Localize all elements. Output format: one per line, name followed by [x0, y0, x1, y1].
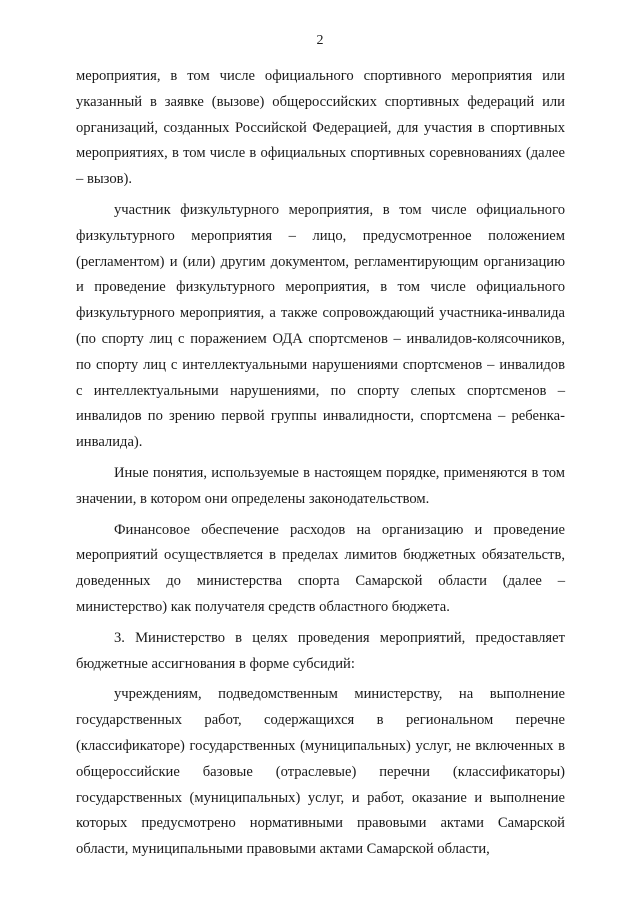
paragraph-call-definition: мероприятия, в том числе официального спортивного мероприятия или указанный в заявке (вызове) общероссийских спортивных федераций или организаций, созданных Российской Федерацией, для участия в спортивных мероприятиях, в том числе в официальных спортивных соревнованиях (далее – вызов).	[76, 68, 565, 188]
paragraph-participant-definition: участник физкультурного мероприятия, в том числе официального физкультурного мероприятия – лицо, предусмотренное положением (регламентом) и (или) другим документом, регламентирующим организацию и проведение физкультурного мероприятия, в том числе официального физкультурного мероприятия, а также сопровождающий участника-инвалида (по спорту лиц с поражением ОДА спортсменов – инвалидов-колясочников, по спорту лиц с интеллектуальными нарушениями спортсменов – инвалидов с интеллектуальными нарушениями, по спорту слепых спортсменов – инвалидов по зрению первой группы инвалидности, спортсмена – ребенка-инвалида).	[76, 201, 565, 451]
paragraph-subordinate-institutions: учреждениям, подведомственным министерству, на выполнение государственных работ, содержащихся в региональном перечне (классификаторе) государственных (муниципальных) услуг, не включенных в общероссийские базовые (отраслевые) перечни (классификаторы) государственных (муниципальных) услуг, и работ, оказание и выполнение которых предусмотрено нормативными правовыми актами Самарской области, муниципальными правовыми актами Самарской области,	[76, 686, 565, 858]
paragraph-financial-provision: Финансовое обеспечение расходов на организацию и проведение мероприятий осуществляется в пределах лимитов бюджетных обязательств, доведенных до министерства спорта Самарской области (далее – министерство) как получателя средств областного бюджета.	[76, 521, 565, 615]
paragraph-section-3: 3. Министерство в целях проведения мероприятий, предоставляет бюджетные ассигнования в форме субсидий:	[76, 629, 565, 672]
paragraph-other-terms: Иные понятия, используемые в настоящем порядке, применяются в том значении, в котором они определены законодательством.	[76, 464, 565, 507]
page-number: 2	[316, 33, 324, 48]
document-body	[76, 64, 565, 868]
